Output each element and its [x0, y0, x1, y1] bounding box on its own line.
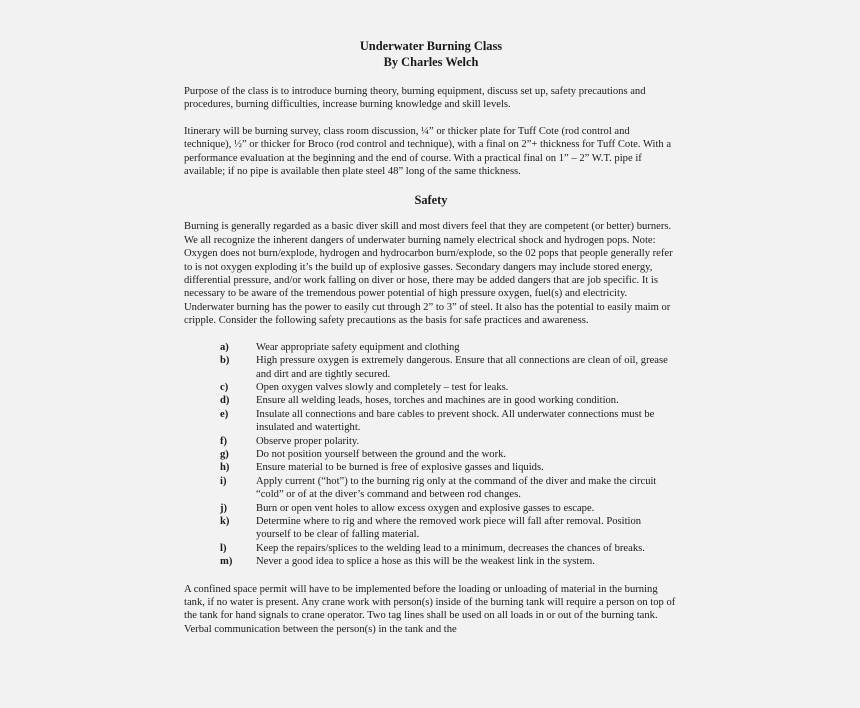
list-item-letter: d): [220, 395, 230, 407]
list-item-text: Ensure material to be burned is free of explosive gasses and liquids.: [256, 462, 544, 474]
list-item: [184, 448, 678, 461]
confined-space-paragraph: A confined space permit will have to be implemented before the loading or unloading of material in the burning tank, if no water is present. Any crane work with person(s) inside of the burning tank will require a person on top of the tank for hand signals to crane operator. Two tag lines shall be used on all loads in or out of the burning tank. Verbal communication between the person(s) in the tank and the: [184, 583, 676, 635]
list-item-letter: k): [220, 515, 230, 527]
list-item-letter: g): [220, 448, 229, 460]
list-item: [184, 515, 678, 542]
list-item-letter: b): [220, 355, 230, 367]
list-item: [184, 354, 678, 381]
list-item: [184, 502, 678, 515]
itinerary-paragraph: Itinerary will be burning survey, class room discussion, ¼” or thicker plate for Tuff Cote (rod control and technique), ½” or thicker for Broco (rod control and technique), with a final on 2”+ thickness for Tuff Cote. With a performance evaluation at the beginning and the end of course. With a practical final on 1” – 2” W.T. pipe if available; if no pipe is available then plate steel 48” long of the same thickness.: [184, 125, 672, 178]
list-item-text: Open oxygen valves slowly and completely – test for leaks.: [256, 381, 509, 393]
safety-heading: Safety: [414, 193, 448, 208]
list-item: [184, 394, 678, 407]
document-title: Underwater Burning Class: [359, 39, 503, 53]
list-item: [184, 555, 678, 568]
list-item-text: Insulate all connections and bare cables to prevent shock. All underwater connections must be insulated and watertight.: [256, 408, 655, 434]
list-item: [184, 542, 678, 555]
list-item-letter: f): [220, 435, 228, 447]
list-item-letter: a): [220, 341, 229, 353]
list-item: [184, 408, 678, 435]
list-item: [184, 435, 678, 448]
list-item-text: Ensure all welding leads, hoses, torches and machines are in good working condition.: [256, 395, 619, 407]
list-item: [184, 475, 678, 502]
list-item-text: Observe proper polarity.: [256, 435, 360, 447]
list-item-letter: l): [220, 542, 227, 554]
list-item-text: High pressure oxygen is extremely dangerous. Ensure that all connections are clean of oil, grease and dirt and are tightly secured.: [256, 355, 668, 380]
document-author: By Charles Welch: [383, 55, 479, 69]
list-item-letter: j): [220, 502, 228, 514]
safety-intro-paragraph: Burning is generally regarded as a basic diver skill and most divers feel that they are competent (or better) burners. We all recognize the inherent dangers of underwater burning namely electrical shock and hydrogen pops. Note: Oxygen does not burn/explode, hydrogen and hydrocarbon burn/explode, so the 02 pops that people generally refer to is not oxygen exploding it’s the build up of explosive gasses. Secondary dangers may include stored energy, differential pressure, and/or work falling on diver or hose, there may be added dangers that are job specific. It is necessary to be aware of the tremendous power potential of high pressure oxygen, fuel(s) and electricity. Underwater burning has the power to easily cut through 2” to 3” of steel. It also has the potential to easily maim or cripple. Consider the following safety precautions as the basis for safe practices and awareness.: [184, 221, 673, 327]
list-item-letter: i): [220, 475, 227, 487]
list-item-text: Apply current (“hot”) to the burning rig only at the command of the diver and make the circuit “cold” or of at the diver’s command and between rod changes.: [256, 475, 657, 501]
list-item-text: Do not position yourself between the ground and the work.: [256, 448, 507, 460]
list-item: [184, 341, 678, 354]
list-item: [184, 461, 678, 474]
list-item-letter: m): [220, 556, 233, 568]
list-item-letter: c): [220, 381, 229, 393]
list-item-text: Keep the repairs/splices to the welding lead to a minimum, decreases the chances of breaks.: [256, 542, 645, 554]
list-item-text: Never a good idea to splice a hose as this will be the weakest link in the system.: [256, 556, 595, 568]
document-body: [184, 38, 678, 636]
list-item-text: Burn or open vent holes to allow excess oxygen and explosive gasses to escape.: [256, 502, 595, 514]
list-item: [184, 381, 678, 394]
list-item-letter: h): [220, 462, 230, 474]
purpose-paragraph: Purpose of the class is to introduce burning theory, burning equipment, discuss set up, safety precautions and procedures, burning difficulties, increase burning knowledge and skill levels.: [184, 86, 646, 111]
list-item-text: Determine where to rig and where the removed work piece will fall after removal. Position yourself to be clear of falling material.: [256, 515, 642, 541]
precautions-list: [184, 341, 678, 569]
list-item-letter: e): [220, 408, 229, 420]
list-item-text: Wear appropriate safety equipment and clothing: [256, 341, 460, 353]
